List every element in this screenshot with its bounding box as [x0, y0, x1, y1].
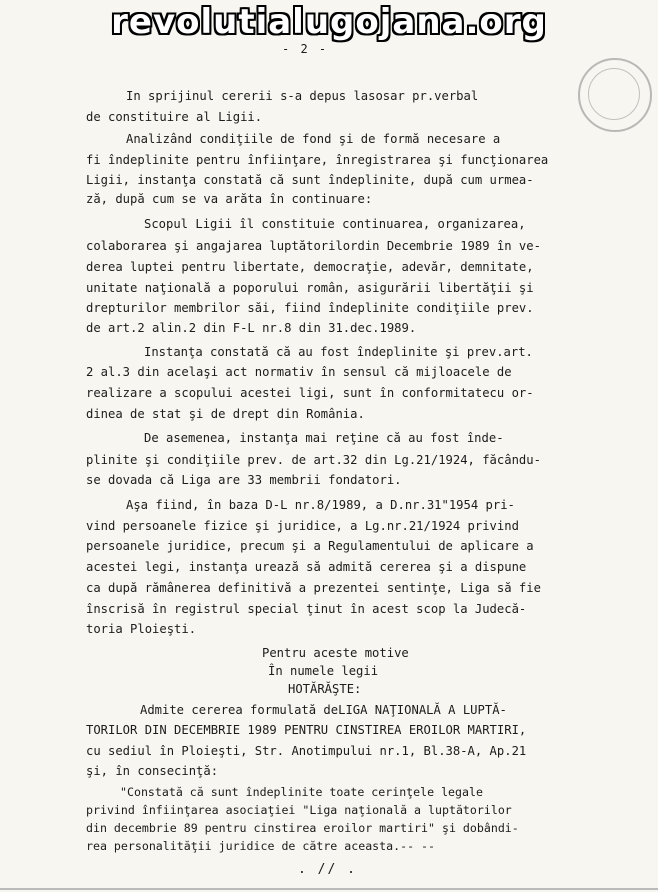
paragraph-6-line-5: ca după rămânerea definitivă a prezentei sentinţe, Liga să fie — [86, 581, 541, 595]
paragraph-4-line-1: Instanţa constată că au fost îndeplinite şi prev.art. — [144, 345, 533, 359]
paragraph-6-line-7: toria Ploieşti. — [86, 622, 197, 636]
in-numele-legii: În numele legii — [268, 664, 379, 678]
motive-heading: Pentru aceste motive — [262, 646, 409, 660]
paragraph-4-line-4: dinea de stat şi de drept din România. — [86, 407, 365, 421]
paragraph-3-line-5: drepturilor membrilor săi, fiind îndeplinite condiţiile prev. — [86, 301, 534, 315]
paragraph-2-line-4: ză, după cum se va arăta în continuare: — [86, 192, 373, 206]
paragraph-4-line-2: 2 al.3 din acelaşi act normativ în sensul că mijloacele de — [86, 365, 512, 379]
constata-line-3: din decembrie 89 pentru cinstirea eroilor martiri" şi dobândi- — [86, 821, 519, 835]
paragraph-2-line-1: Analizând condiţiile de fond şi de formă necesare a — [126, 132, 501, 146]
court-stamp-inner — [588, 68, 640, 120]
paragraph-4-line-3: realizare a scopului acestei ligi, sunt în conformitatecu or- — [86, 386, 534, 400]
court-stamp — [578, 58, 652, 132]
end-mark: . // . — [298, 862, 357, 877]
paragraph-6-line-4: acestei legi, instanţa urează să admită cererea şi a dispune — [86, 560, 527, 574]
paragraph-2-line-2: fi îndeplinite pentru înfiinţare, înregistrarea şi funcţionarea — [86, 153, 549, 167]
paragraph-5-line-3: se dovada că Liga are 33 membrii fondatori. — [86, 473, 402, 487]
paragraph-5-line-1: De asemenea, instanţa mai reţine că au fost înde- — [144, 431, 504, 445]
paragraph-6-line-2: vind persoanele fizice şi juridice, a Lg.nr.21/1924 privind — [86, 519, 519, 533]
constata-line-4: rea personalităţii juridice de către aceasta.-- -- — [86, 839, 436, 853]
paragraph-6-line-6: înscrisă în registrul special ţinut în acest scop la Judecă- — [86, 602, 527, 616]
paragraph-2-line-3: Ligii, instanţa constată că sunt îndeplinite, după cum urmea- — [86, 173, 534, 187]
paragraph-3-line-1: Scopul Ligii îl constituie continuarea, organizarea, — [144, 217, 526, 231]
decision-line-1: Admite cererea formulată deLIGA NAŢIONALĂ A LUPTĂ- — [140, 703, 507, 717]
paragraph-3-line-3: derea luptei pentru libertate, democraţie, adevăr, demnitate, — [86, 260, 534, 274]
page-number: - 2 - — [282, 42, 329, 56]
constata-line-1: "Constată că sunt îndeplinite toate cerinţele legale — [120, 785, 483, 799]
hotaraste-heading: HOTĂRĂŞTE: — [288, 682, 362, 696]
paragraph-3-line-2: colaborarea şi angajarea luptătorilordin Decembrie 1989 în ve- — [86, 239, 541, 253]
decision-line-3: cu sediul în Ploieşti, Str. Anotimpului nr.1, Bl.38-A, Ap.21 — [86, 744, 527, 758]
paragraph-3-line-6: de art.2 alin.2 din F-L nr.8 din 31.dec.1989. — [86, 321, 417, 335]
paragraph-3-line-4: unitate naţională a poporului român, asigurării libertăţii şi — [86, 281, 534, 295]
paragraph-1-line-2: de constituire al Ligii. — [86, 110, 263, 124]
paragraph-6-line-3: persoanele juridice, precum şi a Regulamentului de aplicare a — [86, 539, 534, 553]
paragraph-1-line-1: In sprijinul cererii s-a depus lasosar pr.verbal — [126, 89, 479, 103]
page-edge — [0, 888, 658, 890]
paragraph-6-line-1: Aşa fiind, în baza D-L nr.8/1989, a D.nr.31"1954 pri- — [126, 498, 515, 512]
decision-line-2: TORILOR DIN DECEMBRIE 1989 PENTRU CINSTIREA EROILOR MARTIRI, — [86, 723, 527, 737]
paragraph-5-line-2: plinite şi condiţiile prev. de art.32 din Lg.21/1924, făcându- — [86, 453, 541, 467]
watermark: revolutialugojana.org — [111, 2, 547, 42]
constata-line-2: privind înfiinţarea asociaţiei "Liga naţională a luptătorilor — [86, 803, 512, 817]
decision-line-4: şi, în consecinţă: — [86, 764, 219, 778]
